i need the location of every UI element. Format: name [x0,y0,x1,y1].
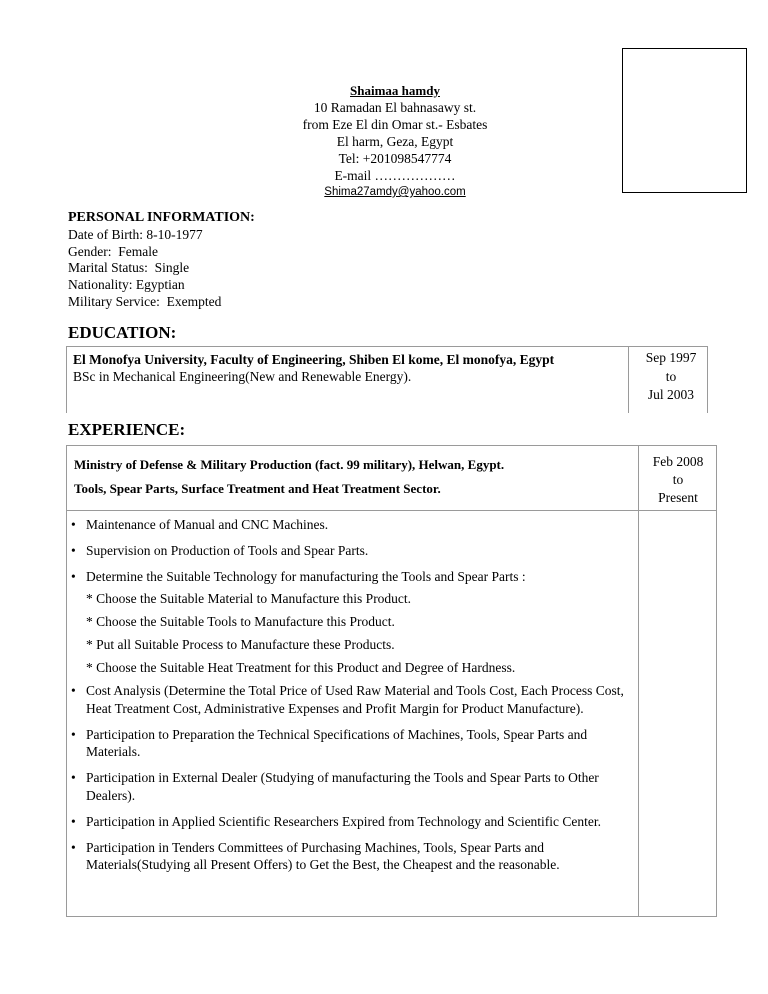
bullet-icon: • [71,839,76,855]
sub-list-item: * Choose the Suitable Tools to Manufacture this Product. [86,614,395,630]
email-link[interactable]: Shima27amdy@yahoo.com [324,186,466,198]
education-title: EDUCATION: [68,323,177,342]
experience-date-to-word: to [672,472,684,487]
bullet-icon: • [71,542,76,558]
list-item: • Participation in External Dealer (Studying of manufacturing the Tools and Spear Parts to Other Dealers). [71,770,599,803]
sub-list-item: * Choose the Suitable Heat Treatment for this Product and Degree of Hardness. [86,659,516,675]
address-line: from Eze El din Omar st.- Esbates [302,117,488,132]
email-label: E-mail ……………… [334,168,456,183]
sub-list-item: * Choose the Suitable Material to Manufacture this Product. [86,591,412,607]
candidate-name: Shaimaa hamdy [350,83,440,98]
bullet-icon: • [71,813,76,829]
experience-header [74,453,504,501]
experience-title: EXPERIENCE: [68,420,186,439]
contact-header [250,82,540,201]
military-service: Military Service: Exempted [68,293,222,309]
list-item: • Determine the Suitable Technology for manufacturing the Tools and Spear Parts : [71,568,526,584]
address-line: El harm, Geza, Egypt [336,134,454,149]
bullet-icon: • [71,568,76,584]
education-entry [73,351,554,385]
education-date-from: Sep 1997 [645,350,697,365]
list-item: • Participation in Tenders Committees of Purchasing Machines, Tools, Spear Parts and Materials(Studying all Present Offers) to Get the Best, the Cheapest and the reasonable. [71,839,560,873]
nationality: Nationality: Egyptian [68,277,185,293]
experience-dates [640,453,716,507]
experience-duties-list [70,516,630,882]
education-date-to: Jul 2003 [647,387,695,402]
photo-placeholder [622,48,747,193]
bullet-icon: • [71,517,76,532]
experience-employer: Ministry of Defense & Military Production (fact. 99 military), Helwan, Egypt. [74,457,505,472]
education-institution: El Monofya University, Faculty of Engineering, Shiben El kome, El monofya, Egypt [73,352,555,367]
personal-information-title: PERSONAL INFORMATION: [68,210,255,225]
experience-date-to: Present [658,490,698,505]
gender: Gender: Female [68,243,158,259]
bullet-icon: • [71,726,76,742]
list-item: • Cost Analysis (Determine the Total Price of Used Raw Material and Tools Cost, Each Process Cost, Heat Treatment Cost, Administrative Expenses and Profit Margin for Product Manufacture). [71,683,624,716]
education-date-to-word: to [665,368,677,384]
experience-sector: Tools, Spear Parts, Surface Treatment and Heat Treatment Sector. [74,481,441,496]
experience-date-from: Feb 2008 [652,454,704,469]
personal-information-section [68,210,255,311]
education-dates [630,349,712,405]
phone-line: Tel: +201098547774 [338,151,452,166]
bullet-icon: • [71,683,76,699]
bullet-icon: • [71,770,76,786]
marital-status: Marital Status: Single [68,260,190,276]
list-item: • Participation in Applied Scientific Researchers Expired from Technology and Scientific Center. [71,813,602,829]
date-of-birth: Date of Birth: 8-10-1977 [68,226,203,242]
education-degree: BSc in Mechanical Engineering(New and Renewable Energy). [73,369,412,384]
sub-list-item: * Put all Suitable Process to Manufacture these Products. [86,636,395,652]
list-item: • Participation to Preparation the Technical Specifications of Machines, Tools, Spear Parts and Materials. [71,726,588,760]
address-line: 10 Ramadan El bahnasawy st. [313,100,477,115]
list-item: • Supervision on Production of Tools and Spear Parts. [71,542,369,558]
list-item: • Maintenance of Manual and CNC Machines. [71,517,329,532]
